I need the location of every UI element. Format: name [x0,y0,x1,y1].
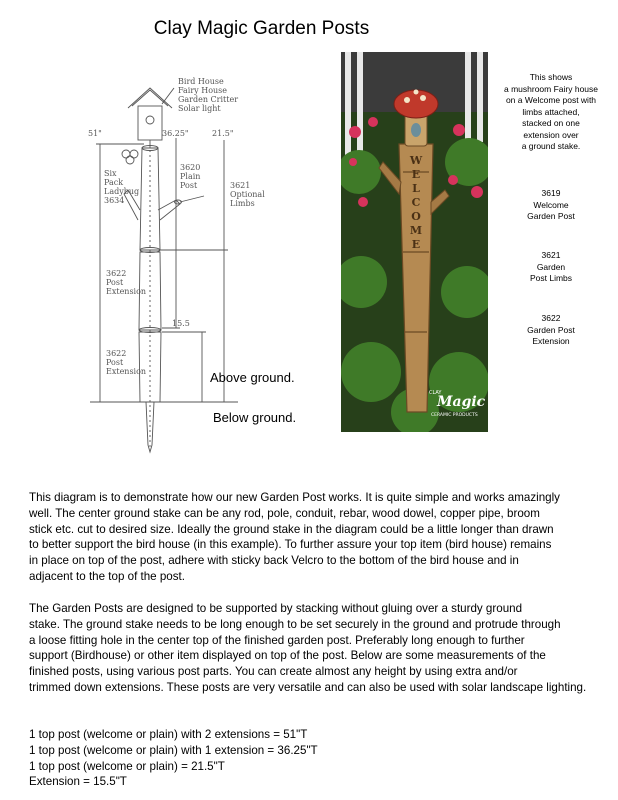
ladybug-2 [130,150,138,158]
post-top-outline [140,148,160,250]
top-label-1: Bird House [178,77,224,86]
clay-magic-logo [429,390,486,418]
below-ground-label: Below ground. [213,410,297,425]
welcome-letter-6: M [409,224,423,237]
welcome-letter-2: E [411,168,421,181]
label-3622a-line2: Post [106,278,124,287]
svg-text:CLAY: CLAY [429,390,442,396]
caption-intro: This shows a mushroom Fairy house on a Welcome post with limbs attached, stacked on one extension over a ground stake. [503,72,598,151]
label-3620-line1: 3620 [180,163,201,172]
welcome-letter-5: O [411,210,421,223]
product-photo [341,52,488,432]
birdhouse-hole [146,116,154,124]
birdhouse-body [138,106,162,140]
page-title: Clay Magic Garden Posts [153,18,370,39]
label-3622b-line3: Extension [106,367,147,376]
measurement-item: Extension = 15.5"T [29,775,127,789]
label-3621-line3: Limbs [230,199,255,208]
label-ladybug-line1: Six [104,169,117,178]
label-ladybug-line3: Ladybug [104,187,140,196]
limb-right [158,200,180,220]
svg-text:CERAMIC PRODUCTS: CERAMIC PRODUCTS [431,413,478,418]
welcome-letter-1: W [409,154,423,167]
label-3622a-line1: 3622 [106,269,127,278]
top-label-2: Fairy House [178,86,228,95]
measurement-item: 1 top post (welcome or plain) with 1 extension = 36.25"T [29,743,318,757]
ladybug-3 [126,156,134,164]
measurement-item: 1 top post (welcome or plain) = 21.5"T [29,759,225,773]
label-3620-line3: Post [180,181,198,190]
label-ladybug-line2: Pack [104,178,124,187]
top-label-4: Solar light [178,104,221,113]
caption-3622: 3622 Garden Post Extension [527,313,575,346]
dim-51-label: 51" [88,129,102,138]
above-ground-label: Above ground. [210,370,295,385]
dim-15-label: 15.5 [172,319,190,328]
label-3620-line2: Plain [180,172,201,181]
measurements-list [29,727,589,790]
body-paragraph-2: The Garden Posts are designed to be supported by stacking without gluing over a sturdy ground stake. The ground stake needs to be long enough to be set securely in the ground and protrude through a loose fitting hole in the center top of the finished garden post. Preferably long enough to further support (Birdhouse) or other item displayed on top of the post. Below are some measurements of the finished posts, using various post parts. You can create almost any height by using extra and/or trimmed down extensions. These posts are very versatile and can also be used with solar landscape lighting. [29,602,587,694]
welcome-letter-4: C [411,196,421,209]
body-paragraph-1: This diagram is to demonstrate how our new Garden Post works. It is quite simple and works amazingly well. The center ground stake can be any rod, pole, conduit, rebar, wood dowel, copper pipe, broom stick etc. cut to desired size. Ideally the ground stake in the diagram could be a little longer than drawn to better support the bird house (in this example). To further assure your top item (bird house) remains in place on top of the post, adhere with sticky back Velcro to the bottom of the bird house and in adjacent to the top of the post. [29,491,560,583]
dim-21-label: 21.5" [212,129,234,138]
welcome-letter-7: E [411,238,421,251]
label-3621-line1: 3621 [230,181,251,190]
measurement-item: 1 top post (welcome or plain) with 2 extensions = 51"T [29,728,308,741]
label-3622b-line2: Post [106,358,124,367]
dim-36-label: 36.25" [162,129,189,138]
caption-3619: 3619 Welcome Garden Post [527,188,575,221]
top-label-3: Garden Critter [178,95,239,104]
ladybug-1 [122,150,130,158]
body-paragraph-2-wrap [29,601,609,696]
label-3622b-line1: 3622 [106,349,127,358]
caption-3621: 3621 Garden Post Limbs [529,250,573,283]
welcome-letter-3: L [412,182,420,195]
label-3622a-line3: Extension [106,287,147,296]
svg-text:Magic: Magic [437,394,486,410]
label-3621-line2: Optional [230,190,265,199]
body-paragraph-1-wrap [29,490,609,585]
label-ladybug-line4: 3634 [104,196,125,205]
